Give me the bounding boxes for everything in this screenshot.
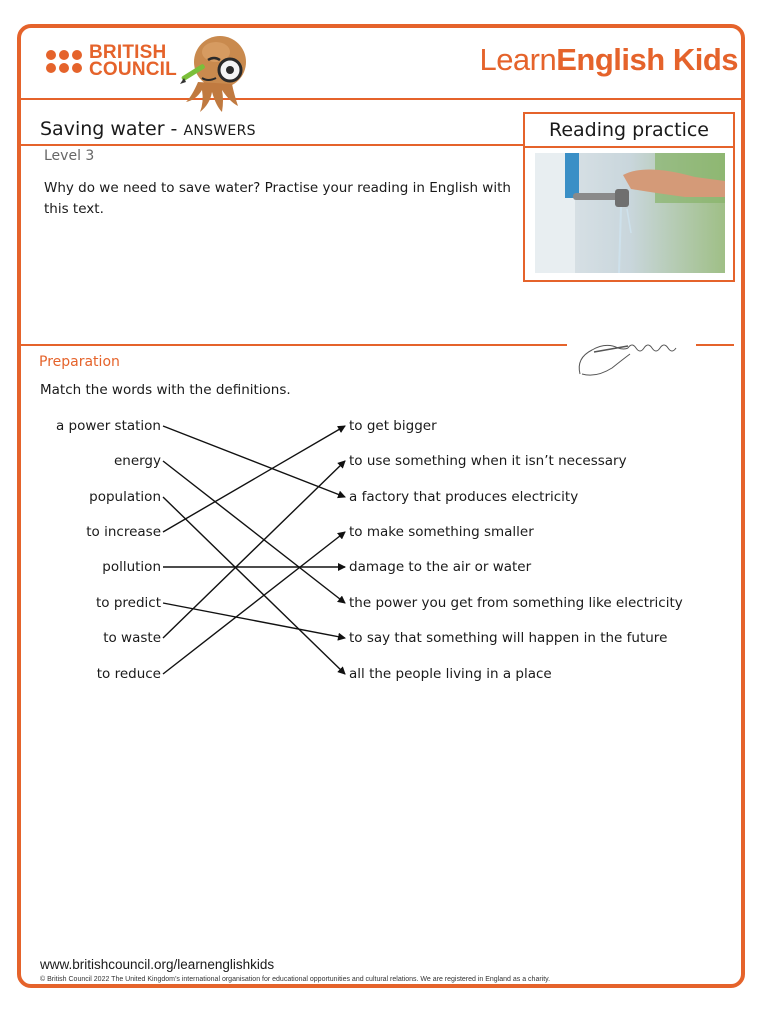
- term-item: to waste: [103, 630, 161, 646]
- definition-item: damage to the air or water: [349, 559, 532, 575]
- definition-item: to say that something will happen in the future: [349, 630, 668, 646]
- definition-item: all the people living in a place: [349, 666, 552, 682]
- reading-practice-badge: Reading practice: [523, 112, 735, 148]
- title-answers: ANSWERS: [183, 123, 256, 139]
- title-main: Saving water: [40, 118, 165, 140]
- page-title: [40, 118, 256, 140]
- definition-item: the power you get from something like electricity: [349, 595, 683, 611]
- term-item: to predict: [95, 595, 161, 611]
- footer-copyright: © British Council 2022 The United Kingdom’s international organisation for educational opportunities and cultural relations. We are registered in England as a charity.: [40, 976, 551, 983]
- term-item: population: [89, 489, 161, 505]
- definition-item: to use something when it isn’t necessary: [349, 453, 627, 469]
- level-label: Level 3: [44, 148, 95, 164]
- photo-frame: [523, 146, 735, 282]
- section-divider: [19, 344, 567, 346]
- octopus-mascot-icon: [178, 32, 256, 114]
- logo-line-2: COUNCIL: [89, 59, 177, 80]
- title-underline: [19, 144, 523, 146]
- footer-url: www.britishcouncil.org/learnenglishkids: [40, 957, 275, 972]
- instruction-text: Match the words with the definitions.: [40, 382, 291, 398]
- logo-dots-icon: [46, 50, 82, 73]
- preparation-heading: Preparation: [39, 354, 120, 370]
- term-item: to increase: [86, 524, 161, 540]
- british-council-logo: [46, 44, 177, 78]
- term-item: energy: [113, 453, 161, 469]
- logo-line-1: BRITISH: [89, 42, 167, 63]
- section-divider-right: [696, 344, 734, 346]
- term-item: a power station: [55, 418, 161, 434]
- logo-english: English: [556, 42, 665, 77]
- learnenglish-kids-logo: [479, 42, 738, 78]
- definition-item: to get bigger: [349, 418, 437, 434]
- header-divider: [19, 98, 743, 100]
- definition-item: to make something smaller: [349, 524, 534, 540]
- term-item: to reduce: [96, 666, 161, 682]
- term-item: pollution: [102, 559, 161, 575]
- logo-learn: Learn: [479, 42, 557, 77]
- title-separator: -: [164, 118, 184, 140]
- tap-photo: [535, 153, 725, 273]
- intro-text: Why do we need to save water? Practise your reading in English with this text.: [44, 180, 511, 217]
- definition-item: a factory that produces electricity: [349, 489, 579, 505]
- writing-hand-icon: [572, 328, 692, 384]
- logo-kids: Kids: [664, 42, 738, 77]
